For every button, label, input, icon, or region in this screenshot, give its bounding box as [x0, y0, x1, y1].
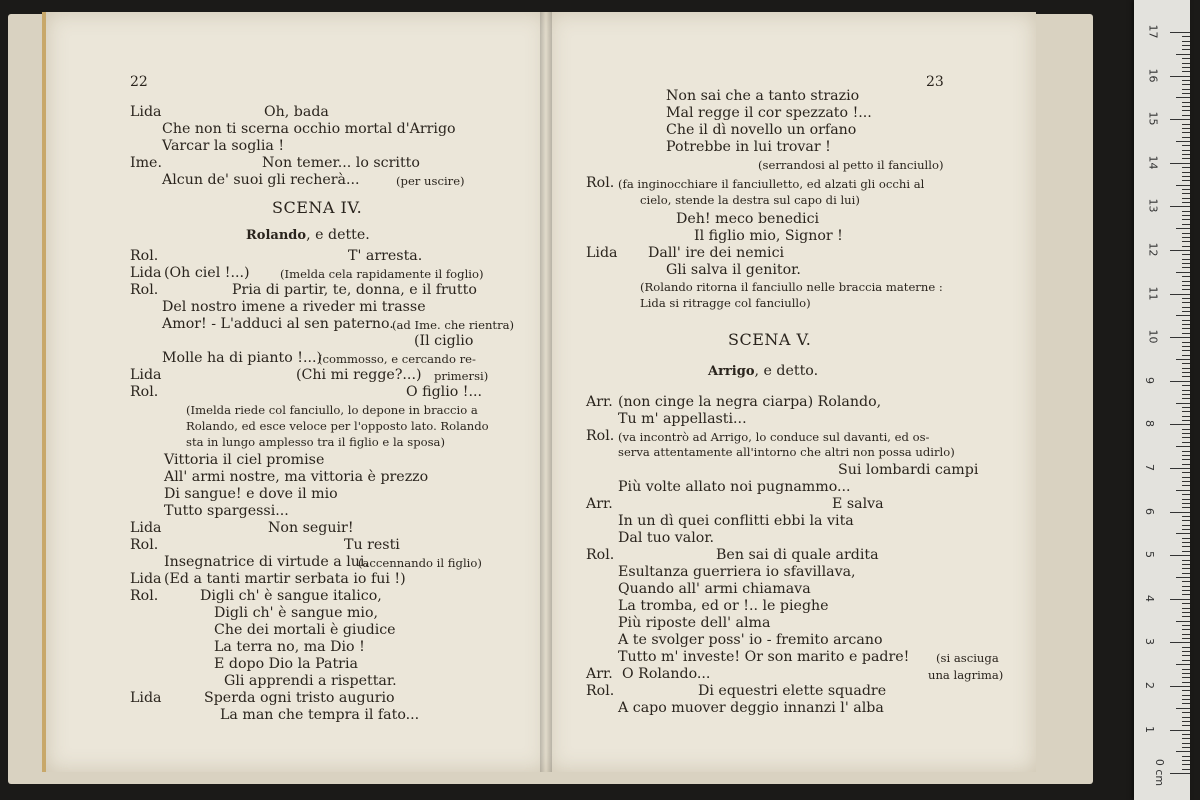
right-page [548, 12, 1036, 772]
ruler-minor-tick [1182, 63, 1190, 64]
ruler-tick [1170, 381, 1190, 382]
ruler-minor-tick [1182, 115, 1190, 116]
ruler-minor-tick [1182, 590, 1190, 591]
ruler-minor-tick [1182, 241, 1190, 242]
ruler-minor-tick [1182, 154, 1190, 155]
verse-line: (Il ciglio [414, 333, 474, 349]
verse-line: Tu m' appellasti... [618, 411, 747, 427]
ruler-number: 17 [1146, 24, 1160, 39]
ruler-minor-tick [1182, 647, 1190, 648]
stage-direction: Rolando, ed esce veloce per l'opposto lato. Rolando [186, 419, 489, 433]
ruler-minor-tick [1182, 721, 1190, 722]
ruler-minor-tick [1182, 71, 1190, 72]
ruler-number: 10 [1146, 329, 1160, 344]
verse-line: Dal tuo valor. [618, 530, 715, 546]
ruler-minor-tick [1182, 333, 1190, 334]
verse-line: E salva [832, 496, 884, 512]
ruler-minor-tick [1182, 259, 1190, 260]
verse-line: Che il dì novello un orfano [666, 122, 857, 138]
verse-line: (non cinge la negra ciarpa) Rolando, [618, 394, 882, 410]
ruler-number: 3 [1143, 638, 1156, 646]
ruler-minor-tick [1182, 525, 1190, 526]
ruler-minor-tick [1182, 429, 1190, 430]
ruler-number: 7 [1143, 464, 1156, 471]
ruler-minor-tick [1182, 307, 1190, 308]
ruler-minor-tick [1182, 398, 1190, 399]
ruler-number: 14 [1146, 155, 1160, 170]
ruler-minor-tick [1182, 93, 1190, 94]
ruler-number: 8 [1143, 420, 1156, 428]
verse-line: Deh! meco benedici [676, 211, 820, 227]
verse-line: O figlio !... [406, 384, 483, 400]
cast-rest: , e dette. [306, 227, 370, 243]
ruler-number: 0 cm [1153, 759, 1167, 787]
speaker: Rol. [130, 384, 159, 400]
page-number: 22 [130, 74, 148, 90]
verse-line: Gli apprendi a rispettar. [224, 673, 397, 689]
speaker: Ime. [130, 155, 162, 171]
speaker: Lida [130, 104, 162, 120]
ruler-minor-tick [1182, 202, 1190, 203]
ruler-minor-tick [1176, 97, 1190, 98]
ruler-minor-tick [1182, 58, 1190, 59]
ruler-minor-tick [1182, 145, 1190, 146]
verse-line: Il figlio mio, Signor ! [694, 228, 843, 244]
ruler-minor-tick [1182, 346, 1190, 347]
ruler-minor-tick [1182, 703, 1190, 704]
ruler-minor-tick [1182, 289, 1190, 290]
ruler-minor-tick [1182, 45, 1190, 46]
ruler-minor-tick [1182, 451, 1190, 452]
ruler-minor-tick [1182, 682, 1190, 683]
ruler-minor-tick [1182, 84, 1190, 85]
verse-line: Sperda ogni tristo augurio [204, 690, 395, 706]
ruler-minor-tick [1182, 507, 1190, 508]
ruler-minor-tick [1182, 568, 1190, 569]
verse-line: Gli salva il genitor. [666, 262, 801, 278]
verse-line: Sui lombardi campi [838, 462, 979, 478]
verse-line: A capo muover deggio innanzi l' alba [618, 700, 884, 716]
verse-line: Non seguir! [268, 520, 354, 536]
verse-line: Più riposte dell' alma [618, 615, 771, 631]
ruler-minor-tick [1182, 49, 1190, 50]
ruler-minor-tick [1182, 651, 1190, 652]
ruler-tick [1170, 76, 1190, 77]
stage-direction: (si asciuga [936, 651, 999, 665]
verse-line: Alcun de' suoi gli recherà... [162, 172, 360, 188]
ruler-minor-tick [1182, 106, 1190, 107]
ruler-minor-tick [1182, 110, 1190, 111]
ruler-minor-tick [1182, 546, 1190, 547]
ruler-tick [1170, 642, 1190, 643]
verse-line: (Ed a tanti martir serbata io fui !) [164, 571, 406, 587]
speaker: Lida [130, 520, 162, 536]
ruler-minor-tick [1182, 573, 1190, 574]
ruler-minor-tick [1182, 385, 1190, 386]
ruler-minor-tick [1176, 315, 1190, 316]
speaker: Lida [130, 690, 162, 706]
book-gutter [540, 12, 552, 772]
ruler-minor-tick [1182, 246, 1190, 247]
ruler-number: 11 [1146, 286, 1160, 301]
ruler-minor-tick [1182, 219, 1190, 220]
verse-line: Tutto spargessi... [164, 503, 289, 519]
ruler-number: 5 [1143, 551, 1156, 559]
stage-direction: cielo, stende la destra sul capo di lui) [640, 193, 860, 207]
verse-line: O Rolando... [622, 666, 711, 682]
ruler-minor-tick [1182, 254, 1190, 255]
ruler-number: 9 [1143, 376, 1156, 384]
verse-line: Varcar la soglia ! [162, 138, 285, 154]
ruler-minor-tick [1182, 586, 1190, 587]
ruler-minor-tick [1182, 616, 1190, 617]
ruler-minor-tick [1182, 67, 1190, 68]
ruler-minor-tick [1182, 89, 1190, 90]
ruler-minor-tick [1182, 328, 1190, 329]
ruler-minor-tick [1182, 442, 1190, 443]
ruler-minor-tick [1182, 660, 1190, 661]
stage-direction: (Rolando ritorna il fanciullo nelle braccia materne : [640, 280, 943, 294]
ruler-minor-tick [1182, 625, 1190, 626]
ruler-minor-tick [1176, 490, 1190, 491]
verse-line: Del nostro imene a riveder mi trasse [162, 299, 426, 315]
stage-direction: sta in lungo amplesso tra il figlio e la sposa) [186, 435, 445, 449]
ruler-number: 13 [1146, 198, 1160, 213]
stage-direction: (serrandosi al petto il fanciullo) [758, 158, 944, 172]
ruler-minor-tick [1182, 320, 1190, 321]
ruler-minor-tick [1182, 167, 1190, 168]
stage-direction: (fa inginocchiare il fanciulletto, ed alzati gli occhi al [618, 177, 925, 191]
ruler-number: 4 [1143, 594, 1156, 602]
ruler-minor-tick [1182, 499, 1190, 500]
verse-line: Quando all' armi chiamava [618, 581, 811, 597]
ruler-minor-tick [1176, 272, 1190, 273]
speaker: Arr. [586, 394, 613, 410]
ruler-tick [1170, 250, 1190, 251]
verse-line: Di equestri elette squadre [698, 683, 887, 699]
verse-line: Amor! - L'adduci al sen paterno. [162, 316, 394, 332]
ruler-minor-tick [1182, 503, 1190, 504]
ruler-minor-tick [1182, 263, 1190, 264]
stage-direction: primersi) [434, 369, 489, 383]
ruler-minor-tick [1182, 80, 1190, 81]
ruler-tick [1170, 468, 1190, 469]
ruler-minor-tick [1182, 189, 1190, 190]
ruler-minor-tick [1182, 128, 1190, 129]
ruler-minor-tick [1182, 638, 1190, 639]
verse-line: Insegnatrice di virtude a lui. [164, 554, 369, 570]
verse-line: La terra no, ma Dio ! [214, 639, 365, 655]
ruler-minor-tick [1182, 717, 1190, 718]
verse-line: T' arresta. [348, 248, 423, 264]
ruler-minor-tick [1182, 747, 1190, 748]
verse-line: Che dei mortali è giudice [214, 622, 396, 638]
ruler-minor-tick [1182, 150, 1190, 151]
ruler-minor-tick [1182, 464, 1190, 465]
ruler-minor-tick [1182, 612, 1190, 613]
stage-direction: (accennando il figlio) [358, 556, 482, 570]
speaker: Rol. [586, 547, 615, 563]
speaker: Rol. [130, 537, 159, 553]
ruler-tick [1170, 773, 1190, 774]
ruler-minor-tick [1182, 725, 1190, 726]
ruler-minor-tick [1182, 734, 1190, 735]
ruler-minor-tick [1182, 198, 1190, 199]
ruler-minor-tick [1182, 712, 1190, 713]
ruler-minor-tick [1182, 224, 1190, 225]
speaker: Rol. [586, 175, 615, 191]
ruler-minor-tick [1182, 137, 1190, 138]
ruler-minor-tick [1182, 437, 1190, 438]
verse-line: E dopo Dio la Patria [214, 656, 358, 672]
measurement-ruler [1134, 0, 1190, 800]
scene-title: SCENA IV. [272, 198, 363, 217]
ruler-tick [1170, 730, 1190, 731]
ruler-minor-tick [1182, 564, 1190, 565]
ruler-minor-tick [1176, 54, 1190, 55]
ruler-minor-tick [1182, 655, 1190, 656]
ruler-tick [1170, 512, 1190, 513]
ruler-minor-tick [1182, 481, 1190, 482]
ruler-minor-tick [1182, 769, 1190, 770]
ruler-minor-tick [1182, 756, 1190, 757]
ruler-minor-tick [1182, 477, 1190, 478]
speaker: Rol. [130, 248, 159, 264]
ruler-number: 2 [1143, 682, 1156, 689]
ruler-minor-tick [1182, 233, 1190, 234]
left-page [42, 12, 548, 772]
ruler-minor-tick [1182, 285, 1190, 286]
verse-line: Vittoria il ciel promise [164, 452, 325, 468]
ruler-minor-tick [1182, 363, 1190, 364]
ruler-minor-tick [1182, 529, 1190, 530]
ruler-number: 12 [1146, 242, 1160, 257]
ruler-minor-tick [1182, 215, 1190, 216]
ruler-tick [1170, 119, 1190, 120]
ruler-minor-tick [1182, 634, 1190, 635]
ruler-minor-tick [1182, 551, 1190, 552]
verse-line: Esultanza guerriera io sfavillava, [618, 564, 856, 580]
ruler-minor-tick [1182, 281, 1190, 282]
verse-line: Non sai che a tanto strazio [666, 88, 860, 104]
ruler-minor-tick [1182, 102, 1190, 103]
ruler-minor-tick [1182, 324, 1190, 325]
speaker: Lida [130, 265, 162, 281]
ruler-minor-tick [1182, 629, 1190, 630]
ruler-minor-tick [1176, 708, 1190, 709]
ruler-minor-tick [1182, 41, 1190, 42]
ruler-minor-tick [1182, 394, 1190, 395]
stage-direction: serva attentamente all'intorno che altri non possa udirlo) [618, 445, 955, 459]
speaker: Arr. [586, 666, 613, 682]
scene-cast [246, 224, 370, 243]
ruler-minor-tick [1182, 738, 1190, 739]
stage-direction: (va incontrò ad Arrigo, lo conduce sul davanti, ed os- [618, 430, 930, 444]
ruler-minor-tick [1182, 36, 1190, 37]
ruler-minor-tick [1182, 459, 1190, 460]
ruler-minor-tick [1182, 433, 1190, 434]
ruler-tick [1170, 294, 1190, 295]
scene-cast [708, 360, 818, 379]
ruler-minor-tick [1182, 350, 1190, 351]
speaker: Arr. [586, 496, 613, 512]
ruler-minor-tick [1182, 538, 1190, 539]
verse-line: Ben sai di quale ardita [716, 547, 879, 563]
ruler-minor-tick [1182, 603, 1190, 604]
ruler-minor-tick [1182, 172, 1190, 173]
ruler-minor-tick [1182, 124, 1190, 125]
ruler-minor-tick [1182, 158, 1190, 159]
speaker: Lida [130, 571, 162, 587]
ruler-minor-tick [1182, 764, 1190, 765]
ruler-minor-tick [1176, 577, 1190, 578]
ruler-minor-tick [1182, 699, 1190, 700]
stage-direction: (commosso, e cercando re- [318, 352, 476, 366]
ruler-minor-tick [1182, 416, 1190, 417]
speaker: Rol. [586, 683, 615, 699]
ruler-minor-tick [1176, 751, 1190, 752]
speaker: Rol. [586, 428, 615, 444]
verse-line: Più volte allato noi pugnammo... [618, 479, 851, 495]
ruler-minor-tick [1182, 176, 1190, 177]
ruler-minor-tick [1182, 311, 1190, 312]
verse-line: Oh, bada [264, 104, 329, 120]
stage-direction: (per uscire) [396, 174, 465, 188]
page-number: 23 [926, 74, 944, 90]
ruler-tick [1170, 599, 1190, 600]
ruler-minor-tick [1182, 376, 1190, 377]
verse-line: A te svolger poss' io - fremito arcano [618, 632, 883, 648]
verse-line: La man che tempra il fato... [220, 707, 420, 723]
ruler-minor-tick [1182, 302, 1190, 303]
ruler-minor-tick [1182, 560, 1190, 561]
ruler-minor-tick [1182, 695, 1190, 696]
speaker: Lida [130, 367, 162, 383]
ruler-minor-tick [1182, 368, 1190, 369]
verse-line: Digli ch' è sangue mio, [214, 605, 379, 621]
verse-line: (Oh ciel !...) [164, 265, 250, 281]
ruler-minor-tick [1182, 420, 1190, 421]
ruler-minor-tick [1182, 390, 1190, 391]
ruler-tick [1170, 337, 1190, 338]
ruler-minor-tick [1182, 342, 1190, 343]
ruler-number: 1 [1143, 725, 1156, 733]
verse-line: All' armi nostre, ma vittoria è prezzo [164, 469, 429, 485]
ruler-minor-tick [1182, 594, 1190, 595]
ruler-minor-tick [1182, 237, 1190, 238]
ruler-minor-tick [1182, 542, 1190, 543]
verse-line: Dall' ire dei nemici [648, 245, 785, 261]
verse-line: Non temer... lo scritto [262, 155, 420, 171]
ruler-minor-tick [1182, 211, 1190, 212]
ruler-minor-tick [1182, 516, 1190, 517]
ruler-tick [1170, 686, 1190, 687]
speaker: Lida [586, 245, 618, 261]
speaker: Rol. [130, 282, 159, 298]
cast-name: Arrigo [708, 364, 755, 379]
verse-line: Mal regge il cor spezzato !... [666, 105, 872, 121]
ruler-minor-tick [1182, 180, 1190, 181]
ruler-minor-tick [1182, 411, 1190, 412]
stage-direction: (ad Ime. che rientra) [392, 318, 515, 332]
ruler-minor-tick [1176, 403, 1190, 404]
verse-line: Che non ti scerna occhio mortal d'Arrigo [162, 121, 456, 137]
ruler-minor-tick [1182, 520, 1190, 521]
stage-direction: una lagrima) [928, 668, 1004, 682]
verse-line: (Chi mi regge?...) [296, 367, 422, 383]
ruler-minor-tick [1182, 455, 1190, 456]
ruler-minor-tick [1182, 690, 1190, 691]
ruler-minor-tick [1182, 298, 1190, 299]
cast-rest: , e detto. [754, 363, 819, 379]
verse-line: Pria di partir, te, donna, e il frutto [232, 282, 477, 298]
ruler-minor-tick [1182, 355, 1190, 356]
ruler-minor-tick [1182, 193, 1190, 194]
ruler-minor-tick [1182, 276, 1190, 277]
ruler-tick [1170, 32, 1190, 33]
ruler-minor-tick [1182, 669, 1190, 670]
ruler-minor-tick [1182, 743, 1190, 744]
stage-direction: (Imelda riede col fanciullo, lo depone in braccio a [186, 403, 478, 417]
stage-direction: Lida si ritragge col fanciullo) [640, 296, 811, 310]
ruler-minor-tick [1182, 267, 1190, 268]
ruler-minor-tick [1182, 673, 1190, 674]
ruler-minor-tick [1182, 677, 1190, 678]
ruler-minor-tick [1182, 472, 1190, 473]
verse-line: Tu resti [344, 537, 400, 553]
ruler-minor-tick [1176, 228, 1190, 229]
ruler-minor-tick [1182, 494, 1190, 495]
ruler-minor-tick [1176, 141, 1190, 142]
verse-line: Tutto m' investe! Or son marito e padre! [618, 649, 910, 665]
ruler-minor-tick [1176, 359, 1190, 360]
ruler-minor-tick [1176, 621, 1190, 622]
ruler-minor-tick [1182, 132, 1190, 133]
verse-line: La tromba, ed or !.. le pieghe [618, 598, 829, 614]
verse-line: Di sangue! e dove il mio [164, 486, 338, 502]
ruler-minor-tick [1182, 581, 1190, 582]
ruler-tick [1170, 163, 1190, 164]
ruler-tick [1170, 555, 1190, 556]
ruler-number: 15 [1146, 111, 1160, 126]
ruler-minor-tick [1176, 185, 1190, 186]
ruler-minor-tick [1182, 372, 1190, 373]
stage-direction: (Imelda cela rapidamente il foglio) [280, 267, 484, 281]
ruler-minor-tick [1176, 664, 1190, 665]
ruler-minor-tick [1182, 760, 1190, 761]
ruler-minor-tick [1176, 533, 1190, 534]
verse-line: Molle ha di pianto !...) [162, 350, 323, 366]
ruler-tick [1170, 206, 1190, 207]
ruler-minor-tick [1182, 407, 1190, 408]
ruler-minor-tick [1182, 608, 1190, 609]
ruler-tick [1170, 424, 1190, 425]
ruler-number: 6 [1143, 507, 1156, 515]
ruler-minor-tick [1182, 485, 1190, 486]
verse-line: Digli ch' è sangue italico, [200, 588, 382, 604]
ruler-minor-tick [1176, 446, 1190, 447]
verse-line: In un dì quei conflitti ebbi la vita [618, 513, 854, 529]
verse-line: Potrebbe in lui trovar ! [666, 139, 831, 155]
speaker: Rol. [130, 588, 159, 604]
ruler-number: 16 [1146, 68, 1160, 83]
cast-name: Rolando [246, 228, 307, 243]
scene-title: SCENA V. [728, 330, 812, 349]
